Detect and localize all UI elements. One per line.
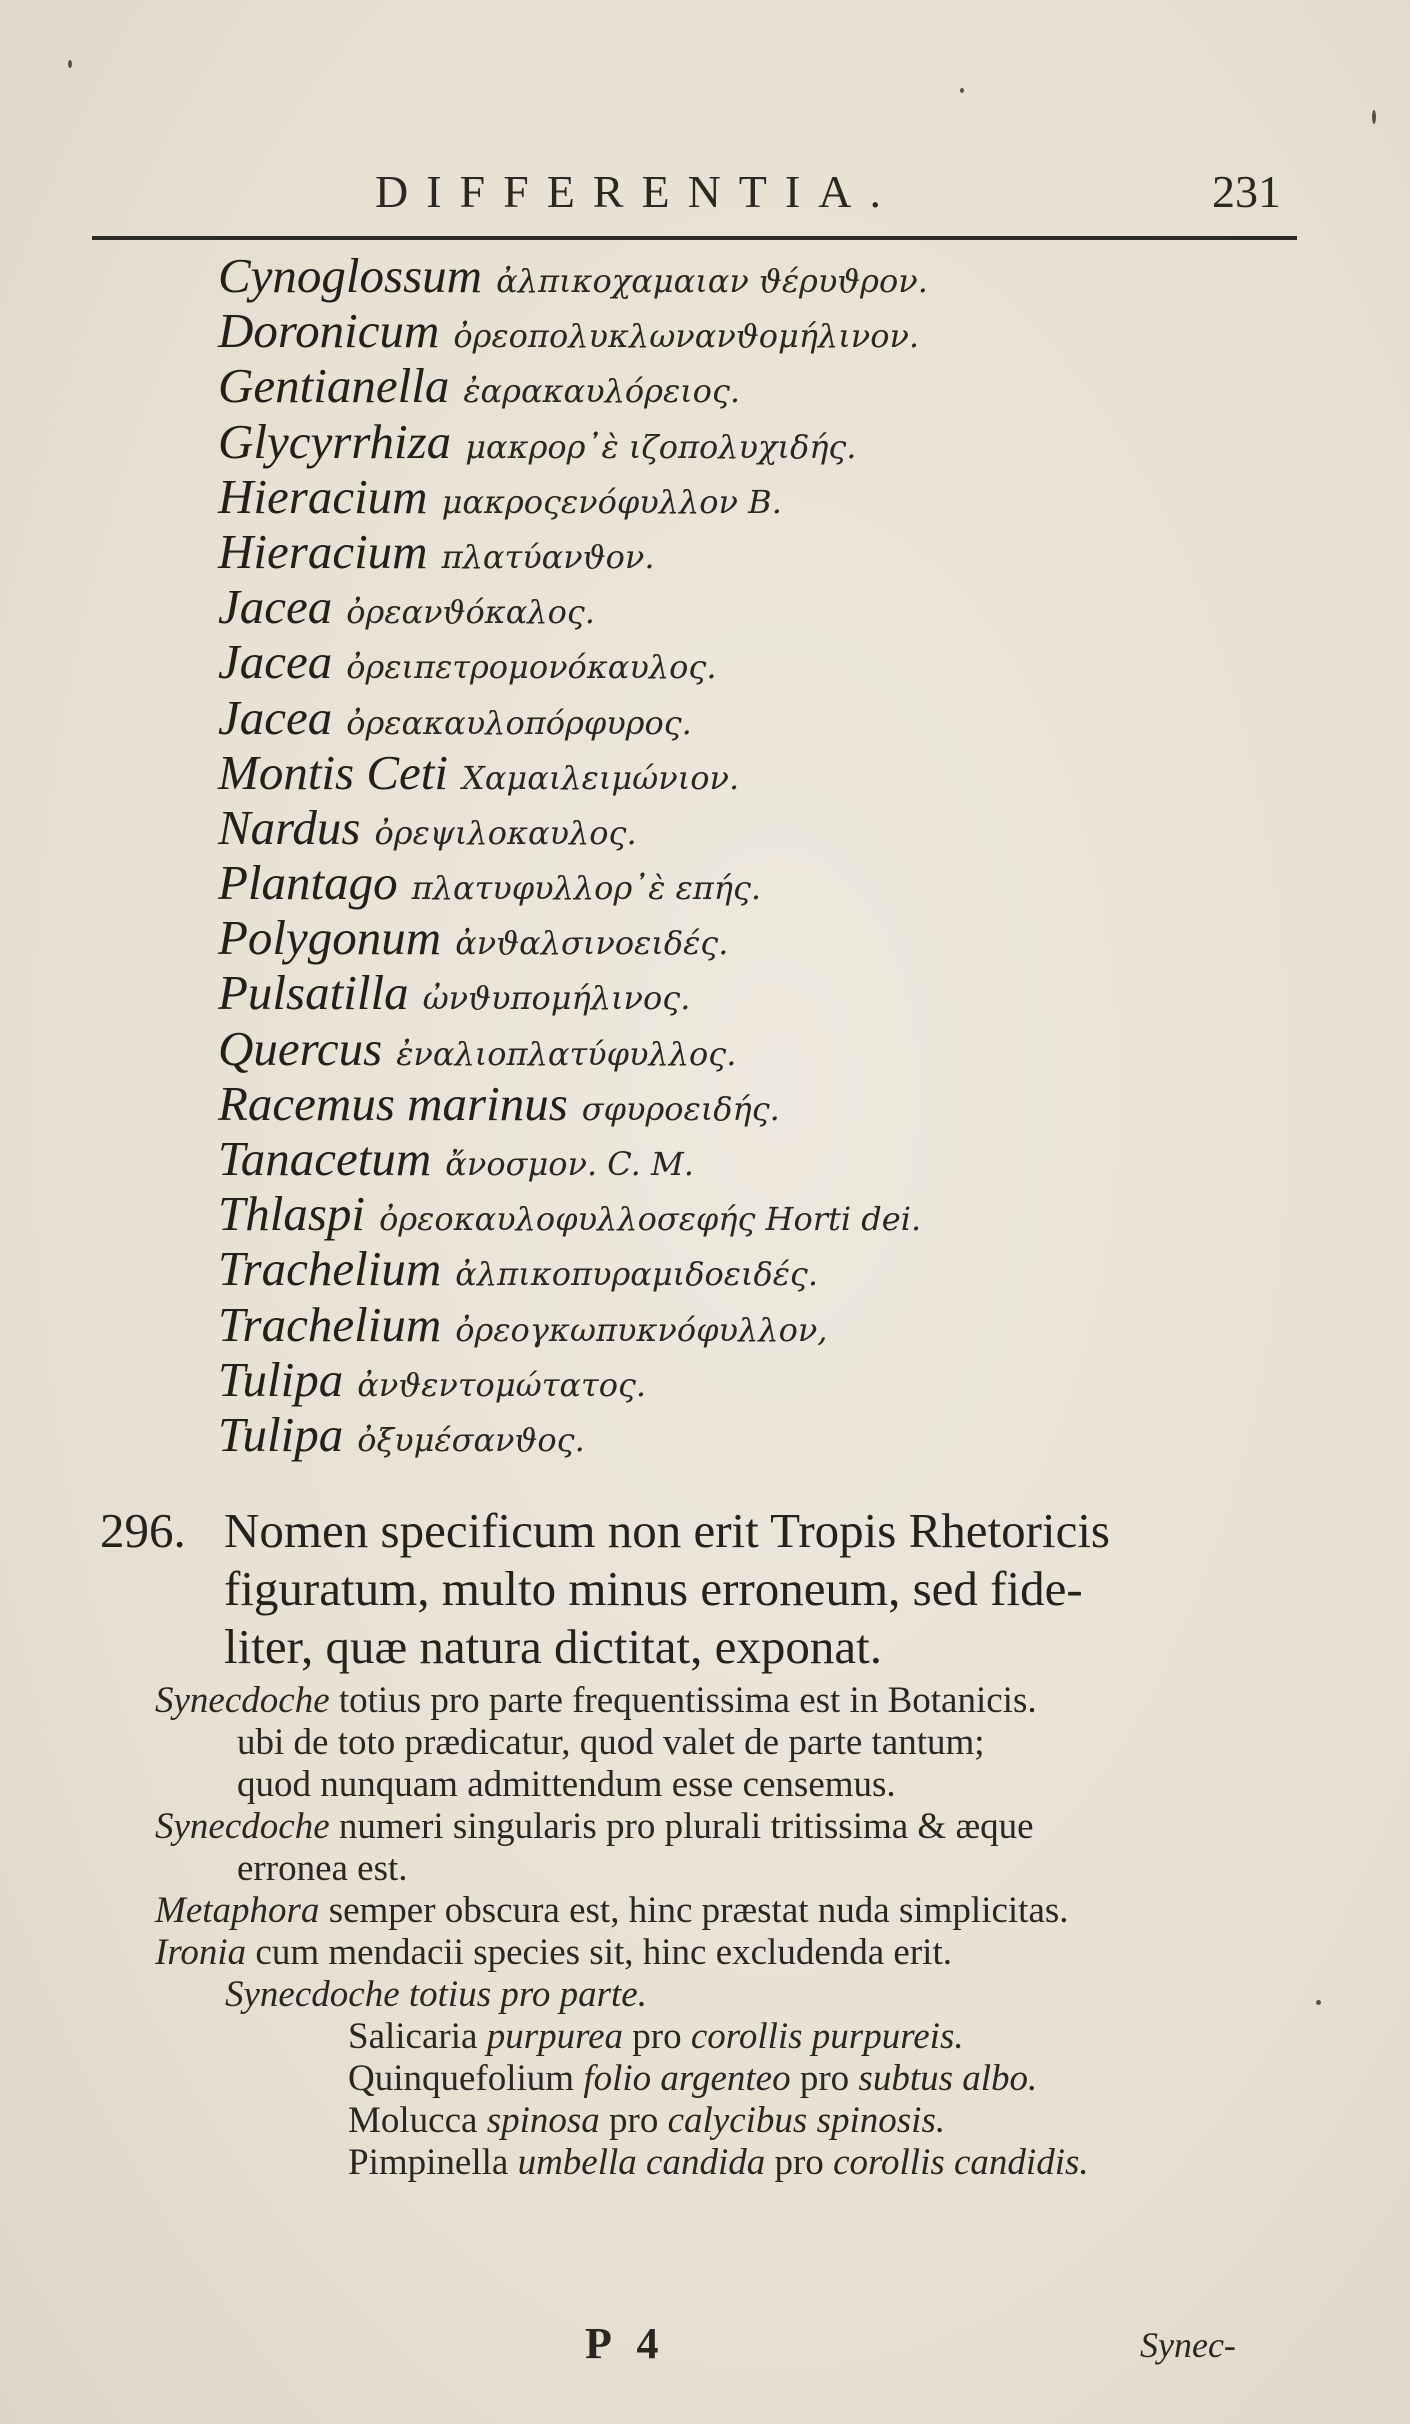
rule-text-line: figuratum, multo minus erroneum, sed fide- bbox=[224, 1561, 1083, 1616]
example-item: Quinquefolium folio argenteo pro subtus albo. bbox=[348, 2058, 1038, 2099]
greek-name: ἀνϑαλσινοειδές. bbox=[455, 924, 729, 963]
rule-text-line: Nomen specificum non erit Tropis Rhetoricis bbox=[224, 1503, 1110, 1558]
list-item bbox=[218, 910, 1298, 965]
list-item bbox=[218, 690, 1298, 745]
page-footer bbox=[0, 2318, 1410, 2368]
running-title: DIFFERENTIA. bbox=[375, 166, 899, 217]
example-item: Salicaria purpurea pro corollis purpureis. bbox=[348, 2016, 964, 2057]
list-item bbox=[218, 1021, 1298, 1076]
explanation-line: Metaphora semper obscura est, hinc præstat nuda simplicitas. bbox=[155, 1890, 1069, 1931]
list-item bbox=[218, 855, 1298, 910]
latin-name: Racemus marinus bbox=[218, 1075, 568, 1131]
trope-term: Synecdoche bbox=[155, 1680, 330, 1721]
list-item bbox=[218, 634, 1298, 689]
list-item bbox=[218, 303, 1298, 358]
greek-name: ὀρειπετρομονόκαυλος. bbox=[346, 648, 717, 687]
trope-term: Metaphora bbox=[155, 1890, 320, 1931]
trope-term: Synecdoche bbox=[155, 1806, 330, 1847]
greek-name: ὀξυμέσανϑος. bbox=[357, 1420, 585, 1459]
explanation-line: Synecdoche totius pro parte frequentissima est in Botanicis. bbox=[155, 1680, 1037, 1721]
latin-name: Hieracium bbox=[218, 523, 428, 579]
rule-number: 296. bbox=[100, 1503, 186, 1558]
latin-name: Tulipa bbox=[218, 1351, 344, 1407]
greek-name: ὀρεανϑόκαλος. bbox=[346, 593, 595, 632]
greek-name: ὀρεογκωπυκνόφυλλον, bbox=[455, 1310, 828, 1349]
latin-name: Thlaspi bbox=[218, 1186, 366, 1242]
running-header bbox=[0, 165, 1410, 225]
greek-name: ὠνϑυπομήλινος. bbox=[422, 979, 691, 1018]
list-item bbox=[218, 414, 1298, 469]
signature-mark: P 4 bbox=[585, 2319, 667, 2368]
greek-name: ὀρεοκαυλοφυλλοσεφής Horti dei. bbox=[379, 1200, 922, 1239]
paper-speck bbox=[1372, 110, 1376, 124]
list-item bbox=[218, 1352, 1298, 1407]
latin-name: Gentianella bbox=[218, 358, 450, 414]
greek-name: ἀλπικοπυραμιδοειδές. bbox=[455, 1255, 818, 1294]
list-item bbox=[218, 469, 1298, 524]
explanation-line: Synecdoche numeri singularis pro plurali tritissima & æque bbox=[155, 1806, 1034, 1847]
latin-name: Trachelium bbox=[218, 1296, 442, 1352]
latin-name: Glycyrrhiza bbox=[218, 413, 452, 469]
greek-name: ἄνοσμον. C. M. bbox=[445, 1145, 694, 1183]
synonym-list bbox=[218, 248, 1298, 1462]
rule-paragraph bbox=[100, 1502, 1300, 1676]
list-item bbox=[218, 745, 1298, 800]
catchword: Synec- bbox=[1140, 2325, 1236, 2365]
latin-name: Cynoglossum bbox=[218, 248, 483, 303]
latin-name: Jacea bbox=[218, 579, 333, 635]
explanation-line: Ironia cum mendacii species sit, hinc excludenda erit. bbox=[155, 1932, 952, 1973]
greek-name: ἐναλιοπλατύφυλλος. bbox=[396, 1034, 737, 1073]
latin-name: Plantago bbox=[218, 855, 398, 911]
list-item bbox=[218, 1407, 1298, 1462]
example-item: Molucca spinosa pro calycibus spinosis. bbox=[348, 2100, 946, 2141]
greek-name: πλατύανϑον. bbox=[441, 537, 655, 576]
greek-name: ἀλπικοχαμαιαν ϑέρυϑρον. bbox=[496, 262, 928, 300]
rule-text-line: liter, quæ natura dictitat, exponat. bbox=[224, 1619, 882, 1674]
greek-name: σφυροειδής. bbox=[581, 1089, 780, 1128]
latin-name: Tulipa bbox=[218, 1406, 344, 1462]
paper-speck bbox=[1316, 2000, 1321, 2005]
list-item bbox=[218, 248, 1298, 303]
explanation-line: erronea est. bbox=[237, 1848, 408, 1889]
list-item bbox=[218, 524, 1298, 579]
greek-name: ὀρεακαυλοπόρφυρος. bbox=[346, 703, 692, 742]
list-item bbox=[218, 1241, 1298, 1296]
explanation-line: ubi de toto prædicatur, quod valet de parte tantum; bbox=[237, 1722, 985, 1763]
latin-name: Hieracium bbox=[218, 468, 428, 524]
page-number: 231 bbox=[1212, 166, 1281, 217]
list-item bbox=[218, 358, 1298, 413]
list-item bbox=[218, 800, 1298, 855]
list-item bbox=[218, 579, 1298, 634]
trope-term: Ironia bbox=[155, 1932, 247, 1973]
greek-name: μακρορ᾽ὲ ιζοπολυχιδής. bbox=[465, 427, 857, 466]
header-rule bbox=[92, 236, 1297, 240]
latin-name: Jacea bbox=[218, 634, 333, 690]
greek-name: ὀρεοπολυκλωνανϑομήλινον. bbox=[453, 317, 920, 356]
paper-speck bbox=[960, 88, 964, 93]
latin-name: Montis Ceti bbox=[218, 744, 449, 800]
examples bbox=[155, 1974, 1305, 2184]
latin-name: Jacea bbox=[218, 689, 333, 745]
paper-speck bbox=[68, 60, 72, 68]
greek-name: πλατυφυλλορ᾽ὲ επής. bbox=[411, 869, 762, 908]
list-item bbox=[218, 1186, 1298, 1241]
latin-name: Polygonum bbox=[218, 910, 442, 966]
list-item bbox=[218, 1131, 1298, 1186]
latin-name: Doronicum bbox=[218, 303, 440, 359]
greek-name: μακροςενόφυλλον B. bbox=[441, 482, 782, 521]
explanations bbox=[155, 1680, 1305, 2184]
greek-name: ὀρεψιλοκαυλος. bbox=[374, 813, 637, 852]
example-item: Pimpinella umbella candida pro corollis candidis. bbox=[348, 2142, 1089, 2183]
latin-name: Tanacetum bbox=[218, 1131, 432, 1186]
list-item bbox=[218, 965, 1298, 1020]
latin-name: Trachelium bbox=[218, 1241, 442, 1297]
latin-name: Quercus bbox=[218, 1020, 383, 1076]
explanation-line: quod nunquam admittendum esse censemus. bbox=[237, 1764, 896, 1805]
latin-name: Nardus bbox=[218, 799, 361, 855]
greek-name: Χαμαιλειμώνιον. bbox=[462, 758, 740, 797]
list-item bbox=[218, 1297, 1298, 1352]
list-item bbox=[218, 1076, 1298, 1131]
latin-name: Pulsatilla bbox=[218, 965, 409, 1021]
examples-heading: Synecdoche totius pro parte. bbox=[225, 1974, 647, 2015]
greek-name: ἀνϑεντομώτατος. bbox=[357, 1365, 647, 1404]
greek-name: ἐαρακαυλόρειος. bbox=[463, 372, 741, 411]
